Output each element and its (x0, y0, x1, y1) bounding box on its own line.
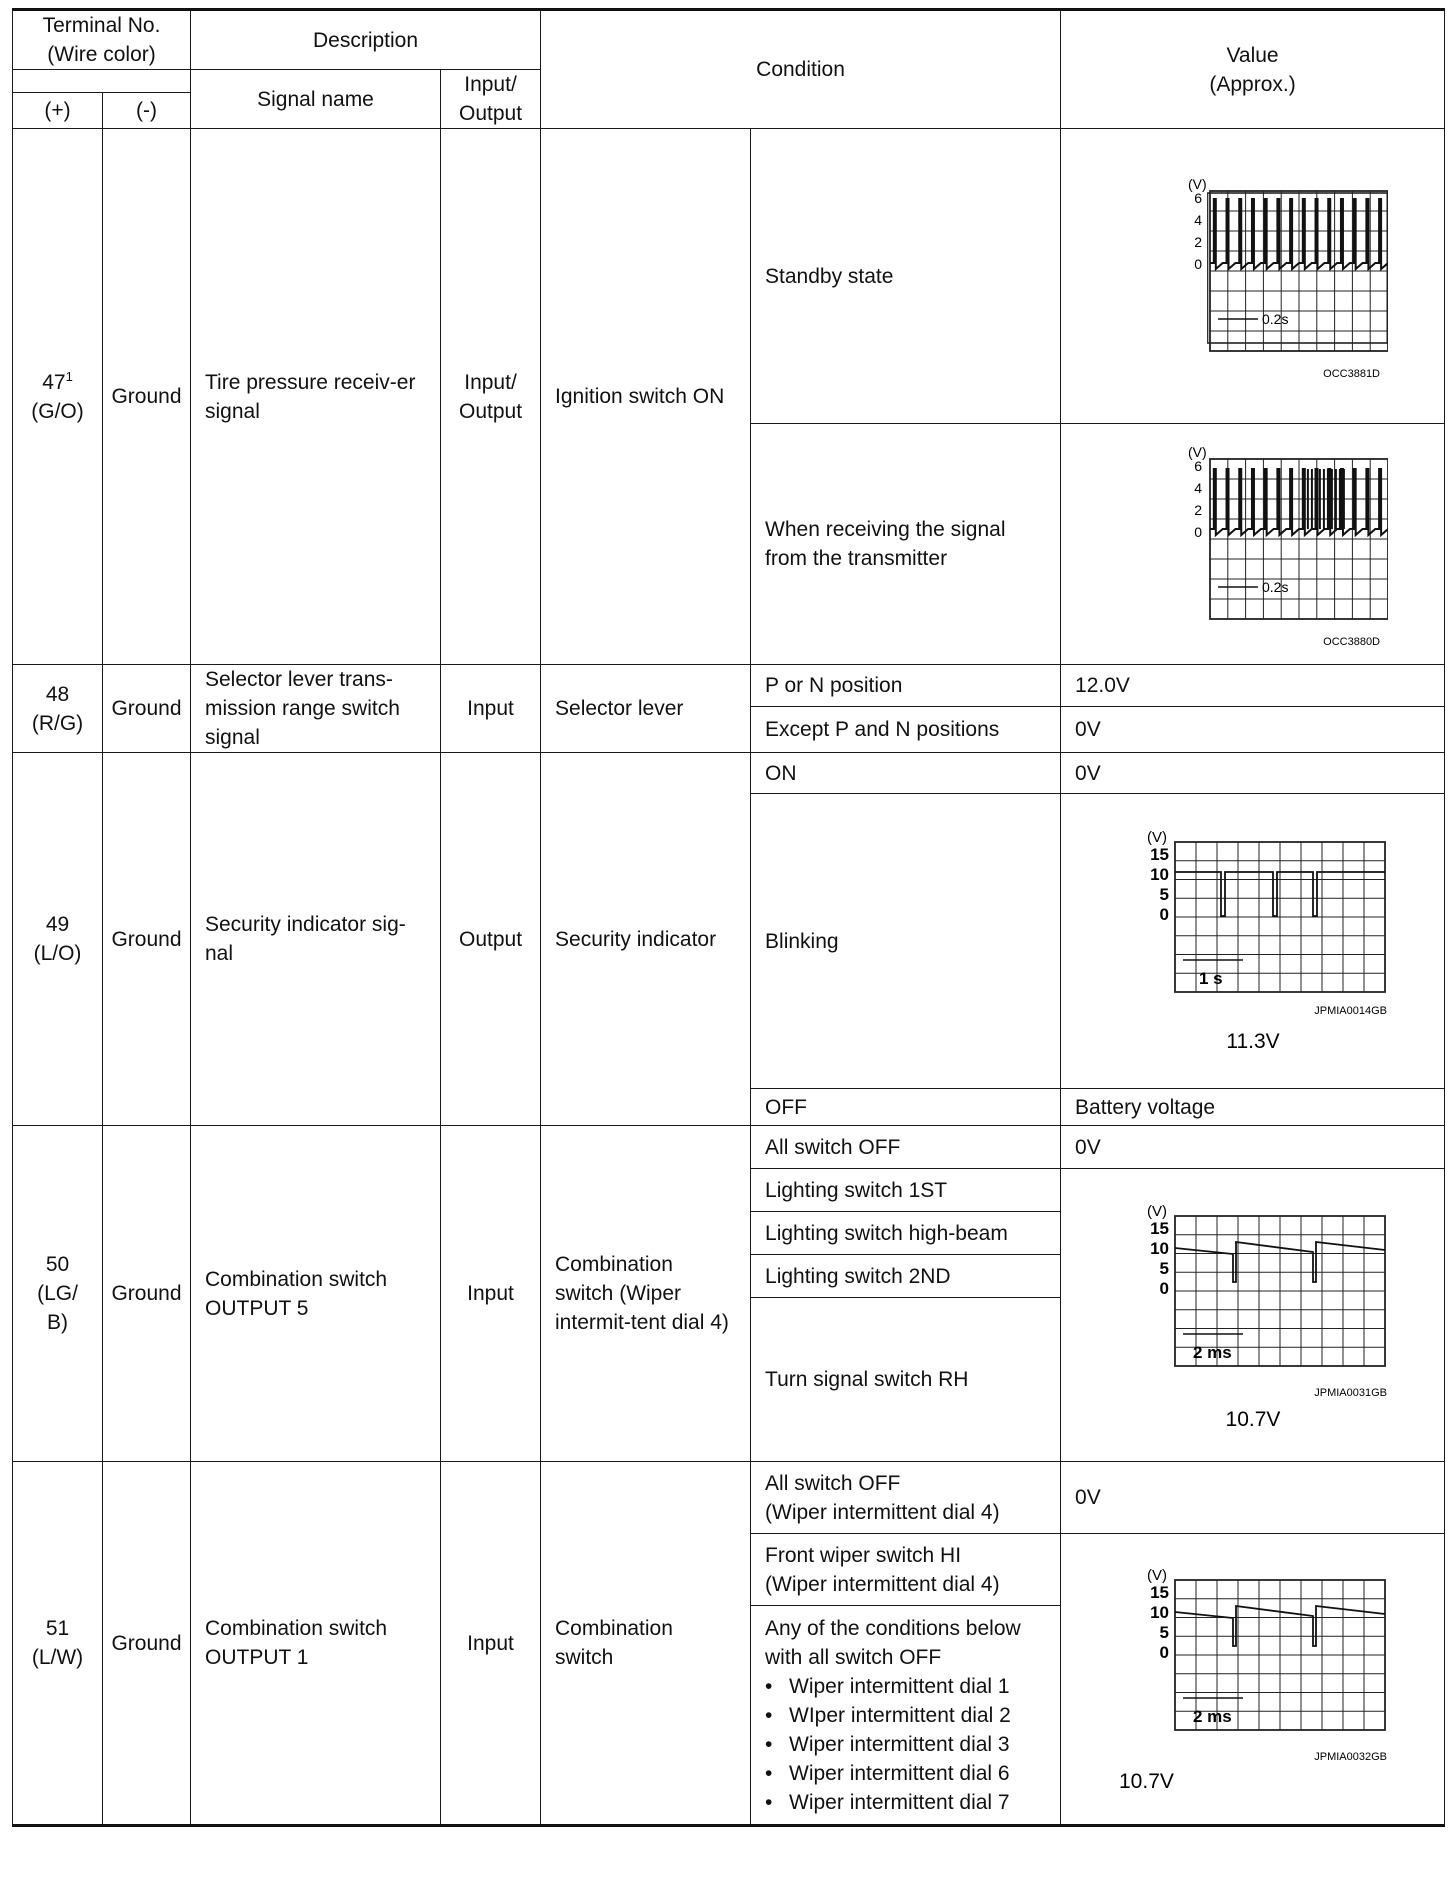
list-item: • WIper intermittent dial 2 (765, 1701, 1046, 1730)
value-label: 10.7V (1225, 1408, 1280, 1430)
wire-color: (L/O) (33, 942, 82, 965)
terminal-47 (13, 129, 103, 665)
y-tick: 0 (1193, 256, 1202, 272)
figure-id: JPMIA0031GB (1313, 1387, 1387, 1399)
io-label-1: Input/ (464, 73, 517, 96)
y-tick: 10 (1149, 1603, 1169, 1622)
terminal-header (13, 10, 191, 70)
time-marker (1183, 1334, 1243, 1362)
table-row-47a (13, 129, 1445, 424)
y-tick: 5 (1159, 885, 1169, 904)
io-49: Output (441, 753, 541, 1126)
y-tick: 6 (1193, 190, 1202, 206)
subcond-49-on: ON (751, 753, 1061, 794)
io-51: Input (441, 1462, 541, 1826)
io-47-2: Output (458, 399, 523, 423)
io-50: Input (441, 1126, 541, 1462)
value-50-alloff: 0V (1061, 1126, 1445, 1169)
io-header (441, 70, 541, 129)
subcond-50-2nd: Lighting switch 2ND (751, 1255, 1061, 1298)
subcond-line-1: All switch OFF (765, 1471, 901, 1495)
y-tick: 10 (1149, 865, 1169, 884)
y-ticks (1194, 190, 1202, 272)
io-47 (441, 129, 541, 665)
waveform-occ3880d (1118, 439, 1388, 649)
time-marker (1183, 1698, 1243, 1726)
y-tick: 5 (1159, 1623, 1169, 1642)
terminal-50 (13, 1126, 103, 1462)
subcond-48-pn: P or N position (751, 665, 1061, 707)
waveform-occ3881d (1118, 171, 1388, 381)
list-item: • Wiper intermittent dial 3 (765, 1730, 1046, 1759)
signal-50: Combination switch OUTPUT 5 (191, 1126, 441, 1462)
value-51-wave (1061, 1534, 1445, 1826)
value-48-pn: 12.0V (1061, 665, 1445, 707)
y-tick: 0 (1159, 905, 1169, 924)
figure-id: JPMIA0014GB (1313, 1005, 1387, 1017)
subcond-51-wiperhi (751, 1534, 1061, 1606)
terminal-51 (13, 1462, 103, 1826)
y-tick: 15 (1149, 1219, 1169, 1238)
subcond-50-highbeam: Lighting switch high-beam (751, 1212, 1061, 1255)
y-unit: (V) (1146, 829, 1167, 846)
value-50-wave (1061, 1169, 1445, 1462)
terminal-spec-table (12, 8, 1445, 1827)
terminal-number: 47 (42, 370, 66, 394)
table-row-48a (13, 665, 1445, 707)
ground-48: Ground (103, 665, 191, 753)
y-ticks (1150, 845, 1169, 924)
y-tick: 4 (1193, 480, 1202, 496)
subcond-50-1st: Lighting switch 1ST (751, 1169, 1061, 1212)
condition-50: Combination switch (Wiper intermit-tent dial 4) (541, 1126, 751, 1462)
list-item: • Wiper intermittent dial 7 (765, 1788, 1046, 1817)
y-ticks (1194, 458, 1202, 540)
y-tick: 0 (1159, 1279, 1169, 1298)
terminal-49 (13, 753, 103, 1126)
y-tick: 2 (1193, 502, 1202, 518)
terminal-number: 51 (45, 1617, 70, 1640)
value-header (1061, 10, 1445, 129)
subcond-line-2: (Wiper intermittent dial 4) (765, 1572, 1000, 1596)
table-row-50a (13, 1126, 1445, 1169)
y-ticks (1150, 1583, 1169, 1662)
value-49-blinking (1061, 794, 1445, 1089)
value-49-off: Battery voltage (1061, 1089, 1445, 1126)
subcond-51-any (751, 1606, 1061, 1826)
table-row-49a (13, 753, 1445, 794)
scope-gridlines (1210, 191, 1388, 351)
time-label: 0.2s (1261, 579, 1288, 595)
time-marker (1218, 579, 1288, 595)
condition-47: Ignition switch ON (541, 129, 751, 665)
ground-50: Ground (103, 1126, 191, 1462)
subcond-line-2: (Wiper intermittent dial 4) (765, 1500, 1000, 1524)
figure-id: OCC3880D (1322, 636, 1380, 648)
wire-color-1: (LG/ (37, 1282, 78, 1305)
value-47-receiving (1061, 424, 1445, 665)
condition-49: Security indicator (541, 753, 751, 1126)
wire-color: (R/G) (31, 711, 84, 735)
y-tick: 0 (1159, 1643, 1169, 1662)
wire-color: (G/O) (31, 399, 84, 423)
figure-id: OCC3881D (1322, 368, 1380, 380)
time-label: 2 ms (1192, 1707, 1232, 1726)
y-tick: 0 (1193, 524, 1202, 540)
header-row (13, 10, 1445, 70)
terminal-48 (13, 665, 103, 753)
waveform-jpmia0032gb (1113, 1564, 1393, 1794)
terminal-number: 50 (45, 1253, 70, 1276)
y-unit: (V) (1146, 1203, 1167, 1220)
condition-header: Condition (541, 10, 1061, 129)
time-label: 0.2s (1261, 311, 1288, 327)
ground-47: Ground (103, 129, 191, 665)
y-tick: 2 (1193, 234, 1202, 250)
signal-47: Tire pressure receiv-er signal (191, 129, 441, 665)
y-tick: 15 (1149, 845, 1169, 864)
y-tick: 10 (1149, 1239, 1169, 1258)
subcond-47-standby: Standby state (751, 129, 1061, 424)
wire-color-2: B) (47, 1311, 68, 1334)
ground-49: Ground (103, 753, 191, 1126)
time-marker (1183, 960, 1243, 988)
table-row-51a (13, 1462, 1445, 1534)
condition-51: Combination switch (541, 1462, 751, 1826)
time-label: 1 s (1198, 969, 1223, 988)
subcond-line-1: Front wiper switch HI (765, 1543, 962, 1567)
y-unit: (V) (1146, 1567, 1167, 1584)
wire-color-label: (Wire color) (47, 43, 156, 66)
waveform-jpmia0014gb (1113, 826, 1393, 1056)
subcond-49-blinking: Blinking (751, 794, 1061, 1089)
y-tick: 15 (1149, 1583, 1169, 1602)
terminal-number: 48 (45, 682, 70, 706)
value-label: 11.3V (1225, 1030, 1280, 1053)
approx-label: (Approx.) (1209, 72, 1296, 96)
terminal-number: 49 (45, 913, 70, 936)
value-48-except: 0V (1061, 707, 1445, 753)
subcond-50-turnrh: Turn signal switch RH (751, 1298, 1061, 1462)
signal-name-header: Signal name (191, 70, 441, 129)
y-tick: 6 (1193, 458, 1202, 474)
signal-48: Selector lever trans-mission range switch signal (191, 665, 441, 753)
value-51-alloff: 0V (1061, 1462, 1445, 1534)
value-label: Value (1226, 43, 1279, 67)
waveform-jpmia0031gb (1113, 1200, 1393, 1430)
value-label: 10.7V (1118, 1770, 1174, 1793)
time-label: 2 ms (1192, 1343, 1232, 1362)
signal-51: Combination switch OUTPUT 1 (191, 1462, 441, 1826)
y-unit: (V) (1187, 444, 1207, 460)
subcond-50-alloff: All switch OFF (751, 1126, 1061, 1169)
y-unit: (V) (1187, 176, 1207, 192)
subcond-line-2: with all switch OFF (765, 1645, 942, 1669)
scope-grid (1207, 193, 1386, 343)
y-tick: 4 (1193, 212, 1202, 228)
list-item: • Wiper intermittent dial 6 (765, 1759, 1046, 1788)
value-49-on: 0V (1061, 753, 1445, 794)
subcond-line-1: Any of the conditions below (765, 1616, 1021, 1640)
condition-48: Selector lever (541, 665, 751, 753)
subcond-49-off: OFF (751, 1089, 1061, 1126)
time-marker (1218, 311, 1288, 327)
ground-51: Ground (103, 1462, 191, 1826)
signal-49: Security indicator sig-nal (191, 753, 441, 1126)
y-tick: 5 (1159, 1259, 1169, 1278)
io-47-1: Input/ (464, 370, 517, 394)
figure-id: JPMIA0032GB (1313, 1751, 1387, 1763)
y-ticks (1150, 1219, 1169, 1298)
minus-header: (-) (103, 93, 191, 129)
wire-color: (L/W) (31, 1646, 84, 1669)
scope-gridlines (1210, 459, 1388, 619)
subcond-51-alloff (751, 1462, 1061, 1534)
footnote-marker: 1 (65, 368, 73, 384)
list-item: • Wiper intermittent dial 1 (765, 1672, 1046, 1701)
description-header: Description (191, 10, 541, 70)
value-47-standby (1061, 129, 1445, 424)
io-label-2: Output (458, 102, 523, 125)
io-48: Input (441, 665, 541, 753)
subcond-48-except: Except P and N positions (751, 707, 1061, 753)
subcond-47-receiving: When receiving the signal from the transmitter (751, 424, 1061, 665)
terminal-no-label: Terminal No. (42, 14, 161, 37)
terminal-header-spacer (13, 70, 191, 93)
plus-header: (+) (13, 93, 103, 129)
